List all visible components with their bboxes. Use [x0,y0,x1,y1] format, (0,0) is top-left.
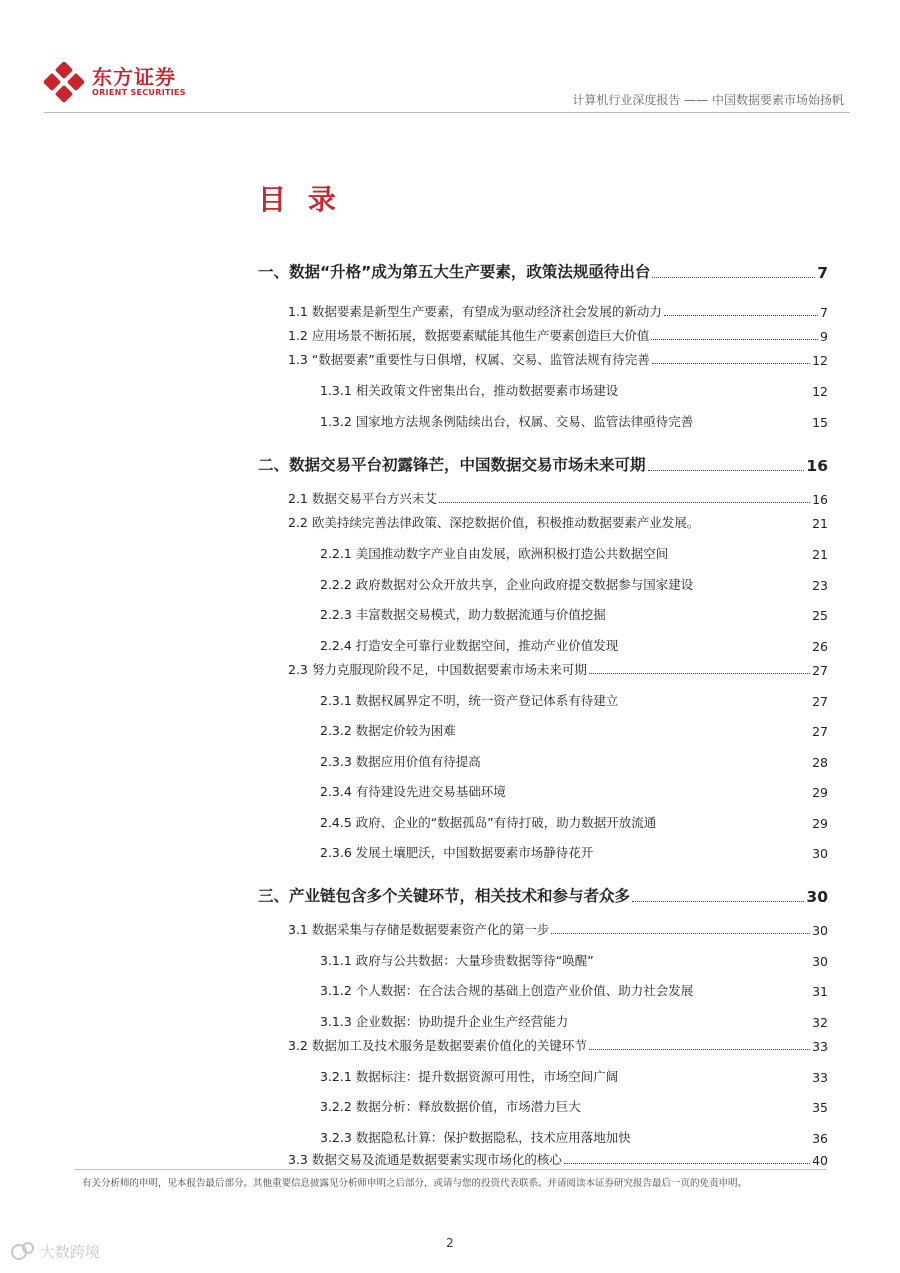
toc-entry[interactable]: 2.2.2 政府数据对公众开放共享，企业向政府提交数据参与国家建设 23 [320,577,828,593]
toc-entry[interactable]: 2.1 数据交易平台方兴未艾 16 [288,491,828,507]
toc-entry[interactable]: 1.3 “数据要素”重要性与日俱增，权属、交易、监管法规有待完善 12 [288,352,828,368]
toc-heading: 目 录 [258,183,342,216]
toc-entry[interactable]: 3.2 数据加工及技术服务是数据要素价值化的关键环节 33 [288,1038,828,1054]
toc-entry[interactable]: 2.3.3 数据应用价值有待提高 28 [320,754,828,770]
logo-chinese-name: 东方证券 [92,65,176,89]
toc-entry[interactable]: 2.3.2 数据定价较为困难 27 [320,723,828,739]
toc-entry[interactable]: 2.2.4 打造安全可靠行业数据空间，推动产业价值发现 26 [320,638,828,654]
toc-entry[interactable]: 3.2.2 数据分析：释放数据价值，市场潜力巨大 35 [320,1099,828,1115]
toc-entry[interactable]: 3.1 数据采集与存储是数据要素资产化的第一步 30 [288,922,828,938]
toc-entry[interactable]: 2.3.6 发展土壤肥沃，中国数据要素市场静待花开 30 [320,845,828,861]
toc-entry[interactable]: 3.1.2 个人数据：在合法合规的基础上创造产业价值、助力社会发展 31 [320,983,828,999]
toc-entry[interactable]: 1.3.1 相关政策文件密集出台，推动数据要素市场建设 12 [320,383,828,399]
company-logo [44,62,186,102]
toc-entry[interactable]: 3.3 数据交易及流通是数据要素实现市场化的核心 40 [288,1152,828,1168]
header-divider [44,112,850,113]
toc-entry[interactable]: 2.2.1 美国推动数字产业自由发展，欧洲积极打造公共数据空间 21 [320,546,828,562]
watermark-logo-icon [10,1240,36,1262]
page-number: 2 [446,1236,454,1250]
toc-entry[interactable]: 2.3 努力克服现阶段不足，中国数据要素市场未来可期 27 [288,662,828,678]
toc-entry[interactable]: 3.1.1 政府与公共数据：大量珍贵数据等待“唤醒” 30 [320,953,828,969]
toc-entry[interactable]: 2.3.4 有待建设先进交易基础环境 29 [320,784,828,800]
watermark-text: 大数跨境 [40,1242,101,1261]
toc-entry[interactable]: 二、数据交易平台初露锋芒，中国数据交易市场未来可期 16 [258,456,828,475]
toc-entry[interactable]: 2.2.3 丰富数据交易模式，助力数据流通与价值挖掘 25 [320,607,828,623]
toc-entry[interactable]: 3.2.1 数据标注：提升数据资源可用性，市场空间广阔 33 [320,1069,828,1085]
toc-entry[interactable]: 2.2 欧美持续完善法律政策、深挖数据价值，积极推动数据要素产业发展。 21 [288,515,828,531]
logo-english-name: ORIENT SECURITIES [92,88,186,97]
toc-entry[interactable]: 3.1.3 企业数据：协助提升企业生产经营能力 32 [320,1014,828,1030]
toc-entry[interactable]: 三、产业链包含多个关键环节，相关技术和参与者众多 30 [258,887,828,906]
disclaimer-text: 有关分析师的申明，见本报告最后部分。其他重要信息披露见分析师申明之后部分，或请与您的投资代表联系。并请阅读本证券研究报告最后一页的免责申明。 [82,1178,748,1189]
report-title: 计算机行业深度报告 —— 中国数据要素市场始扬帆 [572,93,844,107]
toc-entry[interactable]: 1.3.2 国家地方法规条例陆续出台，权属、交易、监管法律亟待完善 15 [320,414,828,430]
toc-entry[interactable]: 一、数据“升格”成为第五大生产要素，政策法规亟待出台 7 [258,263,828,282]
toc-entry[interactable]: 1.2 应用场景不断拓展，数据要素赋能其他生产要素创造巨大价值 9 [288,328,828,344]
orient-logo-icon [44,62,84,102]
watermark [10,1240,100,1262]
toc-entry[interactable]: 2.3.1 数据权属界定不明，统一资产登记体系有待建立 27 [320,693,828,709]
footer-divider [74,1169,826,1170]
toc-entry[interactable]: 3.2.3 数据隐私计算：保护数据隐私，技术应用落地加快 36 [320,1130,828,1146]
toc-entry[interactable]: 1.1 数据要素是新型生产要素，有望成为驱动经济社会发展的新动力 7 [288,304,828,320]
toc-entry[interactable]: 2.4.5 政府、企业的“数据孤岛”有待打破，助力数据开放流通 29 [320,815,828,831]
